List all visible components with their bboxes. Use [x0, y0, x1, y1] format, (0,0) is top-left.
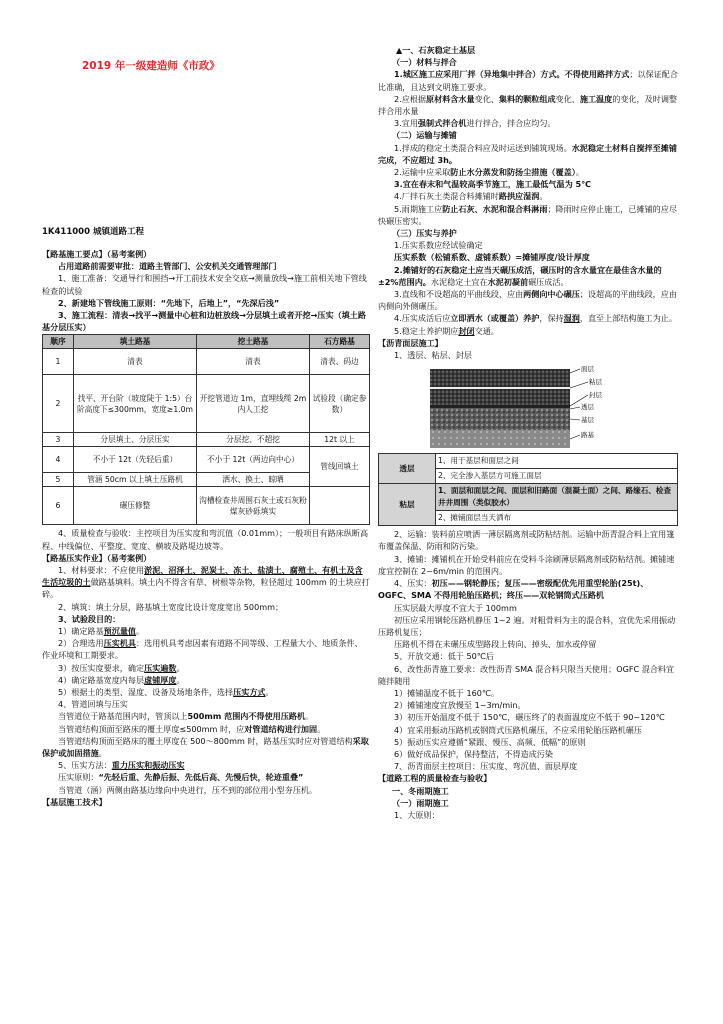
text: ，直至上部结构施工为止。 [579, 313, 677, 324]
text: 4、压实： [394, 578, 432, 589]
leader-line [570, 407, 580, 409]
table-header-row [43, 335, 370, 349]
list-item [42, 674, 370, 686]
list-item [42, 686, 370, 698]
paragraph [378, 312, 678, 324]
paragraph [378, 117, 678, 129]
paragraph [378, 325, 678, 337]
text: 。 [176, 674, 185, 685]
text: 4）确定路基宽度内每层 [58, 674, 145, 685]
table-cell: 沟槽检查井周围石灰土或石灰粉煤灰砂砾填实 [197, 487, 310, 525]
list-item: 2）摊铺速度宜放慢至 1~3m/min。 [394, 700, 526, 711]
emphasis: 路拱应湿润 [498, 191, 540, 202]
paragraph [378, 190, 678, 202]
paragraph: 3.宜在春末和气温较高季节施工，施工最低气温为 5℃ [394, 179, 591, 190]
leader-line [570, 369, 580, 373]
paragraph: 6、改性沥青施工要求：改性沥青 SMA 混合料只限当天使用；OGFC 混合料宜随拌随用 [378, 663, 675, 686]
text: 水泥稳定土宜在 [430, 276, 488, 287]
subheading: （一）材料与拌合 [392, 57, 457, 68]
emphasis: 封闭 [458, 325, 475, 336]
table-cell: 洒水、换土、晾晒 [197, 473, 310, 487]
emphasis: 压实遍数 [144, 662, 177, 673]
table-row [43, 433, 370, 447]
table-row [379, 454, 678, 469]
table-row [379, 484, 678, 511]
emphasis: 1.城区施工应采用厂拌（异地集中拌合）方式。 [394, 69, 565, 80]
paragraph [378, 203, 678, 227]
text: 做路基填料。填土内不得含有草、树根等杂物，粒径超过 100mm 的土块应打碎。 [42, 577, 370, 600]
subheading: （一）雨期施工 [392, 797, 449, 808]
text: 当管道位于路基范围内时，管顶以上 [58, 711, 188, 722]
text: 。 [265, 687, 274, 698]
table-cell: 不小于 12t（两边向中心） [197, 447, 310, 473]
emphasis: 淤泥、沼泽土、泥炭土、冻土、盐渍土、腐殖土、有机土及含生活垃圾的土 [42, 565, 363, 588]
diagram-label: 路基 [581, 431, 594, 440]
table-header-cell: 石方路基 [310, 335, 370, 349]
text: 5）根据土的类型、湿度、设备及场地条件，选择 [58, 687, 234, 698]
base-layer [430, 408, 570, 430]
text: 1、材料要求：不应使用 [58, 565, 145, 576]
table-cell [310, 487, 370, 525]
subgrade-layer [430, 430, 570, 448]
text: 4.压实成活后应 [394, 313, 451, 324]
paragraph [42, 723, 370, 735]
section-heading-quality: 【道路工程的质量检查与验收】 [378, 773, 492, 784]
leader-line [570, 419, 580, 420]
table-cell: 开挖管道边 1m，直埋线缆 2m 内人工挖 [197, 375, 310, 433]
text: 2）合理选用 [58, 638, 104, 649]
text: 。 [136, 626, 145, 637]
list-item: 3）初压开始温度不低于 150℃，碾压终了的表面温度应不低于 90~120℃ [394, 712, 665, 723]
text: 3.直线和不设超高的平曲线段，应由 [394, 289, 524, 300]
paragraph: 压路机不得在未碾压成型路段上转向、掉头、加水或停留 [394, 639, 597, 650]
coat-table [378, 453, 678, 526]
emphasis: “先轻后重、先静后振、先低后高、先慢后快，轮迹重叠” [98, 772, 304, 783]
text: ：选用机具考虑因素有道路不同等级、工程量大小、地质条件、作业环境和工期要求。 [42, 638, 363, 661]
emphasis: 水泥初凝前 [487, 276, 529, 287]
text: 。 [98, 748, 107, 759]
table-cell: 管涵 50cm 以上填土压路机 [74, 473, 197, 487]
paragraph [42, 771, 370, 783]
left-column [42, 248, 370, 808]
right-column [378, 44, 678, 821]
emphasis: 施工温度 [579, 93, 613, 104]
seal-layer [430, 405, 570, 408]
paragraph: 3、施工流程：清表→找平→测量中心桩和边桩放线→分层填土或者开挖→压实（填土路基分层压实） [42, 310, 366, 333]
table-cell: 4 [43, 447, 74, 473]
diagram-label: 粘层 [589, 378, 602, 387]
doc-title: 2019 年一级建造师《市政》 [82, 60, 220, 72]
table-cell: 清表 [197, 349, 310, 375]
text: 5.雨期施工应 [394, 203, 443, 214]
diagram-label: 透层 [581, 403, 594, 412]
surface-layer [430, 369, 570, 387]
paragraph [42, 564, 370, 601]
paragraph [42, 735, 370, 759]
subheading: 一、冬雨期施工 [392, 785, 449, 796]
leader-line [570, 382, 588, 388]
table-header-cell: 顺序 [43, 335, 74, 349]
section-heading-compaction: 【路基压实作业】（易考案例） [42, 552, 152, 563]
table-cell: 分层填土、分层压实 [74, 433, 197, 447]
text: 3.宜用 [394, 118, 418, 129]
list-item: 5）振动压实应遵循“紧跟、慢压、高频、低幅”的原则 [394, 736, 586, 747]
paragraph: 占用道路前需要审批：道路主管部门、公安机关交通管理部门 [58, 261, 277, 272]
table-cell: 3 [43, 433, 74, 447]
text: ；以保证配合比准确，且达到文明施工要求。 [378, 69, 678, 92]
text: 交通。 [474, 325, 499, 336]
table-row-head: 粘层 [379, 484, 436, 526]
text: 变化、 [474, 93, 499, 104]
table-cell: 2 [43, 375, 74, 433]
text: 进行拌合，拌合应均匀。 [466, 118, 556, 129]
chapter-heading: 1K411000 城镇道路工程 [42, 227, 144, 237]
paragraph: 5、开放交通：低于 50℃后 [394, 651, 494, 662]
emphasis: 两侧向中心碾压 [523, 289, 580, 300]
table-cell: 清表、码边 [310, 349, 370, 375]
table-row [43, 375, 370, 433]
paragraph [378, 68, 678, 92]
paragraph: 当管道（涵）两侧由路基边缘向中央进行，压不到的部位用小型夯压机。 [58, 784, 318, 795]
section-heading-roadbed: 【路基施工要点】（易考案例） [42, 249, 152, 259]
paragraph: 2、填筑：填土分层，路基填土宽度比设计宽度宽出 500mm； [58, 601, 284, 612]
text: 变化、 [555, 93, 580, 104]
diagram-label: 封层 [589, 391, 602, 400]
paragraph [42, 710, 370, 722]
text: 1、用于基层和面层之间 [438, 456, 519, 466]
list-item: 1）摊铺温度不低于 160℃。 [394, 687, 500, 698]
subheading: （三）压实与养护 [392, 228, 457, 239]
text: 当管道结构顶面至路床的覆土厚度≤500mm 时，应 [58, 723, 245, 734]
paragraph-text: 1、施工准备：交通导行和围挡→开工前技术安全交底→测量放线→施工前相关地下管线检查的试验 [42, 273, 367, 296]
emphasis: 2.摊铺好的石灰稳定土应当天碾压成活，碾压时的含水量宜在最佳含水量的±2%范围内。 [378, 264, 662, 287]
emphasis: 强制式拌合机 [417, 118, 467, 129]
list-item [42, 637, 370, 661]
text: 碾压成活。 [528, 276, 569, 287]
section-heading-lime: ▲一、石灰稳定土基层 [396, 45, 476, 55]
paragraph: 3、摊铺：摊铺机在开始受料前应在受料斗涂刷薄层隔离剂或防粘结剂。摊铺速度宜控制在 2~6m/min 的范围内。 [378, 553, 675, 576]
table-cell: 6 [43, 487, 74, 525]
table-cell: 不小于 12t（先轻后重） [74, 447, 197, 473]
table-cell: 碾压修整 [74, 487, 197, 525]
paragraph [378, 577, 678, 601]
paragraph: 初压应采用钢轮压路机静压 1~2 遍。对粗骨料为主的混合料，宜优先采用振动压路机复压； [378, 614, 676, 637]
paragraph: 压实系数（松铺系数、虚铺系数）=摊铺厚度/设计厚度 [394, 252, 590, 263]
text: 1）确定路基 [58, 626, 104, 637]
text: 1.拌成的稳定土类混合料应及时运送到铺筑现场。 [394, 142, 572, 153]
text: ，保持 [539, 313, 564, 324]
lower-surface-layer [430, 389, 570, 405]
text: 5.稳定土养护期应 [394, 325, 459, 336]
table-cell: 找平、开台阶（坡度陡于 1:5）台阶高度下≤300mm，宽度≥1.0m [74, 375, 197, 433]
text: 2.应根据 [394, 93, 427, 104]
table-row [43, 447, 370, 473]
table-row [43, 349, 370, 375]
table-cell: 分层挖、不超挖 [197, 433, 310, 447]
subheading: （二）运输与摊铺 [392, 130, 457, 141]
list-item: 6）做好成品保护，保持整洁，不得造成污染 [394, 748, 553, 759]
paragraph [378, 142, 678, 166]
paragraph: 1、透层、粘层、封层 [394, 350, 472, 361]
table-row-head: 透层 [379, 454, 436, 484]
text: ；设超高的平曲线段，应由内侧向外侧碾压。 [378, 289, 677, 312]
paragraph: 4、质量检查与验收：主控项目为压实度和弯沉值（0.01mm）；一般项目有路床纵断高程、中线偏位、平整度、宽度、横坡及路堤边坡等。 [42, 528, 369, 551]
text: 2、摊铺面层当天洒布 [438, 513, 512, 523]
paragraph [378, 93, 678, 117]
list-item [42, 625, 370, 637]
paragraph: 4、管道回填与压实 [58, 699, 128, 710]
text: 当管道结构顶面至路床的覆土厚度在 500～800mm 时，路基压实时应对管道结构 [58, 735, 353, 746]
emphasis: 防止水分蒸发和防扬尘措施（覆盖） [450, 167, 576, 178]
table-header-cell: 填土路基 [74, 335, 197, 349]
list-item [42, 662, 370, 674]
paragraph: 7、沥青面层主控项目：压实度、弯沉值、面层厚度 [394, 761, 578, 772]
diagram-label: 基层 [581, 416, 594, 425]
emphasis: 初压——钢轮静压；复压——密级配优先用重型轮胎(25t)、OGFC、SMA 不得用轮胎压路机；终压——双轮钢筒式压路机 [378, 578, 649, 601]
table-cell [436, 484, 678, 511]
emphasis: 防止石灰、水泥和混合料淋雨 [442, 203, 548, 214]
paragraph: 压实层最大厚度不宜大于 100mm [394, 602, 517, 613]
text: 3）按压实度要求，确定 [58, 662, 145, 673]
paragraph: 2、新建地下管线施工原则：“先地下，后地上”，“先深后浅” [58, 297, 280, 308]
text: ；降雨时应停止施工，已摊铺的应尽快碾压密实。 [378, 203, 677, 226]
section-heading-base: 【基层施工技术】 [42, 796, 107, 807]
emphasis: 压实机具 [103, 638, 137, 649]
table-cell [436, 454, 678, 469]
pavement-layers-svg [430, 363, 620, 451]
table-cell: 管线回填土 [310, 447, 370, 487]
paragraph [42, 759, 370, 771]
table-cell: 5 [43, 473, 74, 487]
paragraph: 1.压实系数应经试验确定 [394, 240, 483, 251]
emphasis: 不得使用路拌方式 [564, 69, 630, 80]
emphasis: 采取保护或加固措施 [42, 735, 369, 759]
leader-line [570, 435, 580, 439]
emphasis: 压实方式 [233, 687, 266, 698]
text: 4.厂拌石灰土类混合料摊铺时 [394, 191, 499, 202]
table-cell: 12t 以上 [310, 433, 370, 447]
text: 。 [539, 191, 548, 202]
emphasis: 立即洒水（或覆盖）养护 [450, 313, 540, 324]
list-item: 4）宜采用振动压路机或钢筒式压路机碾压，不应采用轮胎压路机碾压 [394, 724, 642, 735]
text: 5、压实方法： [58, 760, 112, 771]
table-cell: 1 [43, 349, 74, 375]
paragraph [42, 272, 370, 296]
tack-coat-line [430, 387, 570, 389]
paragraph: 2、运输：装料前应喷洒一薄层隔离剂或防粘结剂。运输中沥青混合料上宜用篷布覆盖保温、防雨和防污染。 [378, 529, 675, 552]
roadbed-table [42, 334, 370, 525]
text: 。 [575, 167, 584, 178]
emphasis: 集料的颗粒组成 [498, 93, 556, 104]
paragraph [378, 288, 678, 312]
text: 。 [305, 711, 314, 722]
emphasis: 重力压实和振动压实 [111, 760, 185, 771]
section-heading-asphalt: 【沥青面层施工】 [378, 337, 443, 348]
text: 的变化，及时调整拌合用水量 [378, 93, 678, 117]
text: 2.运输中应采取 [394, 167, 451, 178]
pavement-diagram [378, 363, 678, 451]
emphasis: 原材料含水量 [426, 93, 475, 104]
text: 压实原则： [58, 772, 99, 783]
table-row [43, 487, 370, 525]
paragraph [378, 166, 678, 178]
text: 。 [317, 723, 326, 734]
emphasis: 预沉量值 [103, 626, 137, 637]
table-header-cell: 挖土路基 [197, 335, 310, 349]
text: 。 [176, 662, 185, 673]
table-cell [436, 469, 678, 484]
emphasis: 水泥稳定土材料自搅拌至摊铺完成，不应超过 3h。 [378, 142, 677, 165]
table-cell: 试验段（确定参数） [310, 375, 370, 433]
emphasis: 对管道结构进行加固 [244, 723, 318, 734]
paragraph: 3、试验段目的： [58, 613, 121, 624]
paragraph [378, 264, 678, 288]
emphasis: 湿润 [563, 313, 580, 324]
text: 2、完全渗入基层方可施工面层 [438, 471, 542, 481]
diagram-label: 面层 [581, 365, 594, 374]
table-cell: 清表 [74, 349, 197, 375]
emphasis: 虚铺厚度 [144, 674, 177, 685]
paragraph: 1、大原则： [394, 809, 440, 820]
table-cell [436, 511, 678, 526]
emphasis: 500mm 范围内不得使用压路机 [187, 711, 306, 722]
text: 1、面层和面层之间、面层和旧路面（混凝土面）之间、路缘石、检查井井周围（类似胶水） [438, 486, 672, 508]
